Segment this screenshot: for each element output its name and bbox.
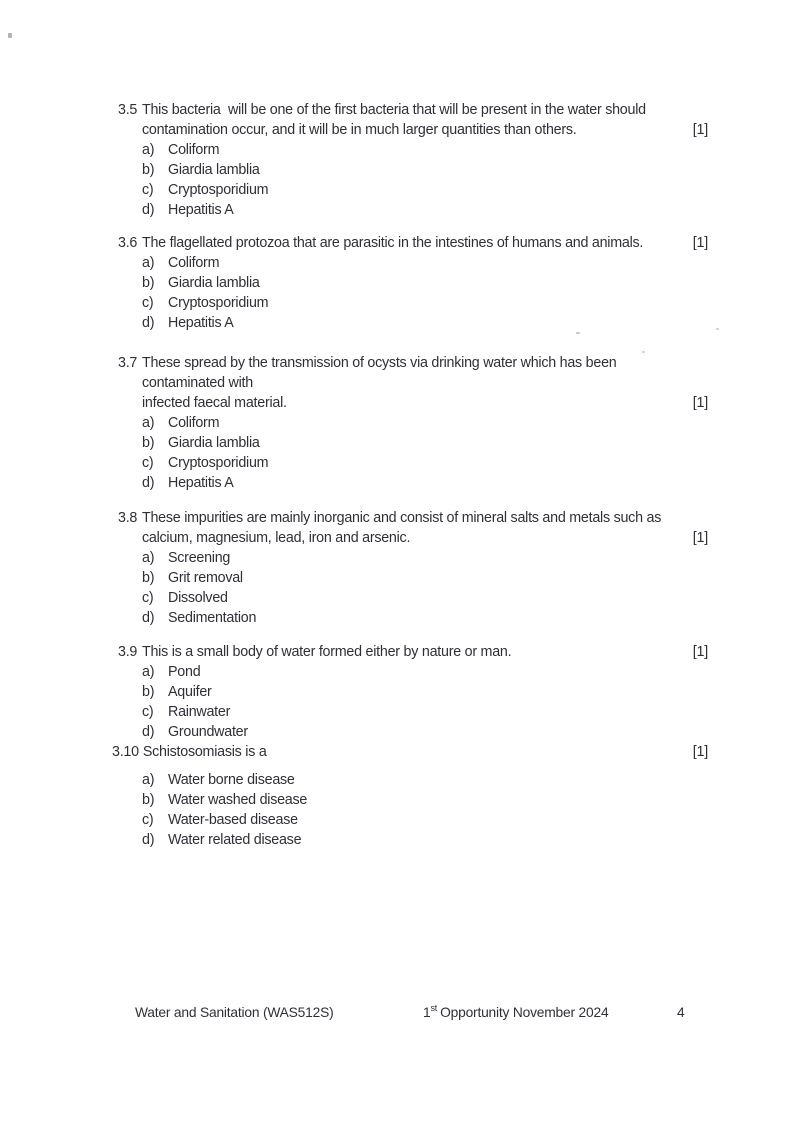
scan-speck bbox=[8, 33, 12, 38]
option-row bbox=[142, 830, 709, 850]
option-row bbox=[142, 810, 709, 830]
option-text: Screening bbox=[168, 550, 231, 566]
option-text: Water related disease bbox=[168, 832, 302, 848]
question-text: The flagellated protozoa that are parasitic in the intestines of humans and animals. bbox=[142, 235, 644, 251]
option-letter: c) bbox=[142, 182, 154, 198]
question-text: These impurities are mainly inorganic and consist of mineral salts and metals such as bbox=[142, 510, 662, 526]
option-letter: a) bbox=[142, 142, 155, 158]
option-text: Water washed disease bbox=[168, 792, 308, 808]
option-row bbox=[142, 568, 709, 588]
option-text: Giardia lamblia bbox=[168, 435, 260, 451]
question-text: This bacteria will be one of the first bacteria that will be present in the water should bbox=[142, 102, 646, 118]
option-letter: d) bbox=[142, 315, 155, 331]
question-statement bbox=[118, 353, 709, 413]
option-text: Pond bbox=[168, 664, 201, 680]
option-letter: c) bbox=[142, 295, 154, 311]
option-letter: a) bbox=[142, 415, 155, 431]
question-first-line bbox=[118, 100, 709, 120]
question-block bbox=[118, 100, 709, 220]
options-list bbox=[142, 662, 709, 742]
options-list bbox=[142, 413, 709, 493]
question-first-line bbox=[112, 742, 709, 762]
footer-exam-session bbox=[423, 1004, 608, 1022]
option-letter: a) bbox=[142, 664, 155, 680]
option-row bbox=[142, 662, 709, 682]
mark-allocation: [1] bbox=[692, 395, 708, 411]
footer-session-text: Opportunity November 2024 bbox=[440, 1005, 609, 1020]
question-text: This is a small body of water formed either by nature or man. bbox=[142, 644, 512, 660]
option-letter: d) bbox=[142, 475, 155, 491]
option-row bbox=[142, 608, 709, 628]
option-row bbox=[142, 413, 709, 433]
footer-course-code: Water and Sanitation (WAS512S) bbox=[135, 1005, 334, 1020]
option-text: Groundwater bbox=[168, 724, 248, 740]
footer-session-ordinal: st bbox=[430, 1003, 438, 1014]
option-letter: a) bbox=[142, 255, 155, 271]
option-letter: d) bbox=[142, 724, 155, 740]
question-first-line bbox=[118, 642, 709, 662]
option-row bbox=[142, 682, 709, 702]
option-row bbox=[142, 453, 709, 473]
question-statement bbox=[112, 742, 709, 762]
option-text: Coliform bbox=[168, 255, 220, 271]
question-text: These spread by the transmission of ocysts via drinking water which has been bbox=[142, 355, 617, 371]
question-number: 3.6 bbox=[118, 235, 138, 251]
question-block bbox=[118, 508, 709, 628]
question-block bbox=[118, 642, 709, 742]
option-row bbox=[142, 293, 709, 313]
question-number: 3.5 bbox=[118, 102, 138, 118]
option-row bbox=[142, 180, 709, 200]
question-text-line: calcium, magnesium, lead, iron and arsenic. bbox=[142, 530, 411, 546]
option-text: Sedimentation bbox=[168, 610, 257, 626]
option-text: Giardia lamblia bbox=[168, 162, 260, 178]
option-letter: a) bbox=[142, 550, 155, 566]
question-first-line bbox=[118, 508, 709, 528]
option-row bbox=[142, 770, 709, 790]
option-text: Water borne disease bbox=[168, 772, 295, 788]
option-letter: c) bbox=[142, 704, 154, 720]
question-number: 3.7 bbox=[118, 355, 138, 371]
mark-allocation: [1] bbox=[692, 744, 708, 760]
option-letter: a) bbox=[142, 772, 155, 788]
option-letter: c) bbox=[142, 590, 154, 606]
question-number: 3.8 bbox=[118, 510, 138, 526]
option-row bbox=[142, 200, 709, 220]
options-list bbox=[142, 548, 709, 628]
option-letter: b) bbox=[142, 275, 155, 291]
option-text: Rainwater bbox=[168, 704, 231, 720]
question-statement bbox=[118, 508, 709, 548]
question-block bbox=[118, 233, 709, 333]
option-text: Cryptosporidium bbox=[168, 455, 269, 471]
option-row bbox=[142, 253, 709, 273]
option-text: Hepatitis A bbox=[168, 475, 234, 491]
option-row bbox=[142, 702, 709, 722]
option-letter: c) bbox=[142, 812, 154, 828]
mark-allocation: [1] bbox=[692, 530, 708, 546]
option-row bbox=[142, 160, 709, 180]
option-letter: c) bbox=[142, 455, 154, 471]
option-row bbox=[142, 790, 709, 810]
option-row bbox=[142, 548, 709, 568]
option-row bbox=[142, 588, 709, 608]
option-letter: b) bbox=[142, 684, 155, 700]
option-text: Coliform bbox=[168, 415, 220, 431]
option-text: Grit removal bbox=[168, 570, 243, 586]
option-letter: d) bbox=[142, 832, 155, 848]
option-letter: b) bbox=[142, 162, 155, 178]
question-text: Schistosomiasis is a bbox=[142, 744, 267, 760]
option-row bbox=[142, 433, 709, 453]
options-list bbox=[142, 140, 709, 220]
options-list bbox=[142, 253, 709, 333]
question-first-line bbox=[118, 233, 709, 253]
option-row bbox=[142, 313, 709, 333]
question-number: 3.9 bbox=[118, 644, 138, 660]
question-statement bbox=[118, 100, 709, 140]
options-list bbox=[142, 770, 709, 850]
option-text: Dissolved bbox=[168, 590, 228, 606]
option-text: Hepatitis A bbox=[168, 315, 234, 331]
option-text: Coliform bbox=[168, 142, 220, 158]
option-letter: b) bbox=[142, 570, 155, 586]
option-text: Hepatitis A bbox=[168, 202, 234, 218]
mark-allocation: [1] bbox=[692, 644, 708, 660]
option-text: Giardia lamblia bbox=[168, 275, 260, 291]
question-number: 3.10 bbox=[112, 744, 139, 760]
scan-speck bbox=[716, 328, 719, 330]
option-text: Cryptosporidium bbox=[168, 295, 269, 311]
option-letter: b) bbox=[142, 435, 155, 451]
option-letter: d) bbox=[142, 202, 155, 218]
option-text: Water-based disease bbox=[168, 812, 298, 828]
questions-section bbox=[112, 100, 709, 850]
option-letter: b) bbox=[142, 792, 155, 808]
mark-allocation: [1] bbox=[692, 122, 708, 138]
option-text: Aquifer bbox=[168, 684, 212, 700]
question-block bbox=[112, 742, 709, 850]
question-block bbox=[118, 353, 709, 493]
option-row bbox=[142, 722, 709, 742]
option-row bbox=[142, 140, 709, 160]
option-text: Cryptosporidium bbox=[168, 182, 269, 198]
question-text-line: infected faecal material. bbox=[142, 395, 287, 411]
page-footer bbox=[0, 1004, 794, 1024]
question-statement bbox=[118, 642, 709, 662]
question-statement bbox=[118, 233, 709, 253]
question-text-line: contamination occur, and it will be in much larger quantities than others. bbox=[142, 122, 577, 138]
footer-page-number: 4 bbox=[677, 1005, 685, 1020]
option-row bbox=[142, 473, 709, 493]
question-first-line bbox=[118, 353, 709, 373]
option-letter: d) bbox=[142, 610, 155, 626]
mark-allocation: [1] bbox=[692, 235, 708, 251]
footer-session-number: 1 bbox=[423, 1005, 431, 1020]
question-text-line: contaminated with bbox=[142, 375, 253, 391]
option-row bbox=[142, 273, 709, 293]
